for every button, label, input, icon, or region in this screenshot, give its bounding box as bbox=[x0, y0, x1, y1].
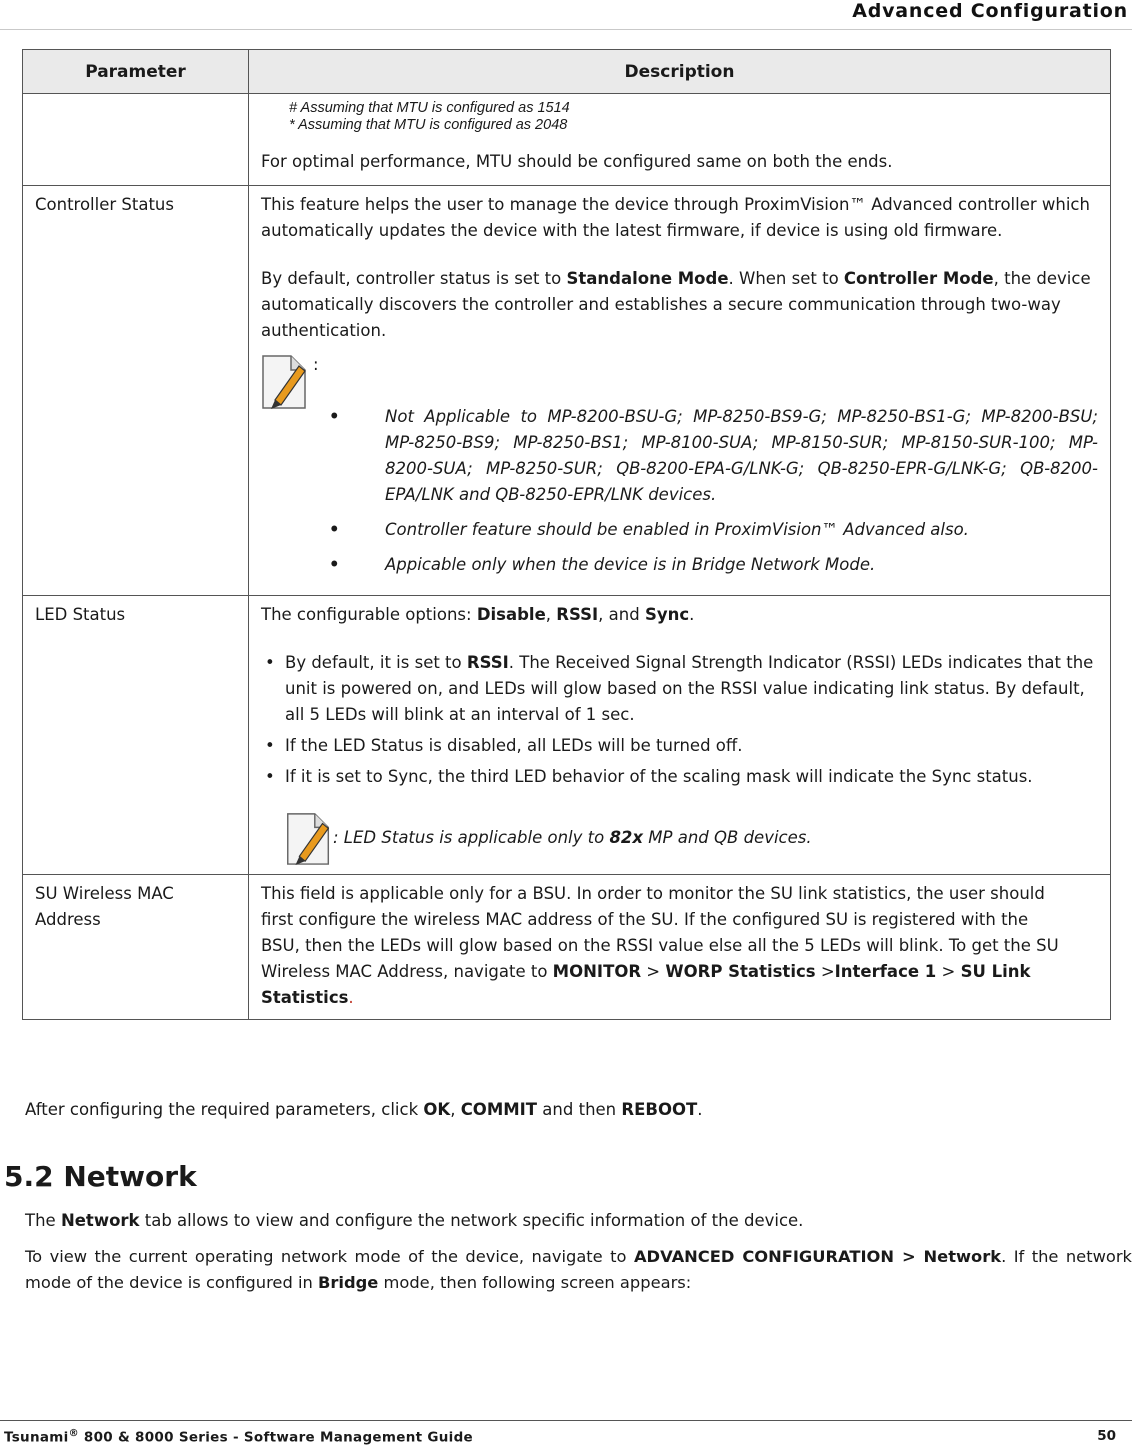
su-mac-param: SU Wireless MAC Address bbox=[23, 875, 249, 1020]
footnote-2048: * Assuming that MTU is configured as 2048 bbox=[289, 117, 568, 133]
led-note: : LED Status is applicable only to 82x MP and QB devices. bbox=[333, 828, 812, 847]
table-row bbox=[23, 875, 1111, 1020]
network-p2: To view the current operating network mode of the device, navigate to ADVANCED CONFIGURATION > Network. If the network mode of the device is configured in Bridge mode, then following screen appears: bbox=[25, 1247, 1132, 1292]
list-item: • By default, it is set to RSSI. The Received Signal Strength Indicator (RSSI) LEDs indicates that the unit is powered on, and LEDs will glow based on the RSSI value indicating link status. By default, all 5 LEDs will blink at an interval of 1 sec. bbox=[261, 650, 1098, 728]
footnote-1514: # Assuming that MTU is configured as 1514 bbox=[289, 100, 570, 116]
note-pencil-icon bbox=[285, 810, 333, 866]
list-item: • If the LED Status is disabled, all LEDs will be turned off. bbox=[261, 733, 1098, 759]
note-pencil-icon bbox=[261, 352, 309, 410]
controller-status-description bbox=[249, 186, 1111, 596]
mtu-text: For optimal performance, MTU should be configured same on both the ends. bbox=[261, 152, 893, 171]
mtu-param-cell bbox=[23, 94, 249, 186]
list-item: • Not Applicable to MP-8200-BSU-G; MP-8250-BS9-G; MP-8250-BS1-G; MP-8200-BSU; MP-8250-BS9; MP-8250-BS1; MP-8100-SUA; MP-8150-SUR; MP-8150-SUR-100; MP-8200-SUA; MP-8250-SUR; QB-8200-EPA-G/LNK-G; QB-8250-EPR-G/LNK-G; QB-8200-EPA/LNK and QB-8250-EPR/LNK devices. bbox=[261, 404, 1098, 508]
page-header-title: Advanced Configuration bbox=[852, 0, 1128, 22]
mtu-description-cell bbox=[249, 94, 1111, 186]
led-status-description bbox=[249, 596, 1111, 875]
footer-divider bbox=[0, 1420, 1132, 1421]
list-item: • Appicable only when the device is in Bridge Network Mode. bbox=[261, 552, 1098, 578]
su-mac-text: This field is applicable only for a BSU. In order to monitor the SU link statistics, the user should first configure the wireless MAC address of the SU. If the configured SU is registered with the BSU, then the LEDs will glow based on the RSSI value else all the 5 LEDs will blink. To get the SU Wireless MAC Address, navigate to MONITOR > WORP Statistics >Interface 1 > SU Link Statistics. bbox=[261, 884, 1059, 1007]
parameter-table bbox=[22, 49, 1111, 1020]
controller-notes-list bbox=[261, 404, 1098, 578]
page-number: 50 bbox=[1097, 1428, 1116, 1444]
su-mac-description bbox=[249, 875, 1111, 1020]
controller-p1: This feature helps the user to manage the device through ProximVision™ Advanced controller which automatically updates the device with the latest firmware, if device is using old firmware. bbox=[261, 195, 1090, 240]
led-bullet-list bbox=[261, 650, 1098, 790]
header-divider bbox=[0, 29, 1132, 30]
list-item: • Controller feature should be enabled in ProximVision™ Advanced also. bbox=[261, 517, 1098, 543]
controller-p2: By default, controller status is set to Standalone Mode. When set to Controller Mode, the device automatically discovers the controller and establishes a secure communication through two-way authentication. bbox=[261, 269, 1091, 340]
after-config-text: After configuring the required parameters, click OK, COMMIT and then REBOOT. bbox=[25, 1100, 703, 1119]
section-title: 5.2 Network bbox=[4, 1160, 197, 1193]
list-item: • If it is set to Sync, the third LED behavior of the scaling mask will indicate the Sync status. bbox=[261, 764, 1098, 790]
led-intro: The configurable options: Disable, RSSI, and Sync. bbox=[261, 605, 695, 624]
table-row bbox=[23, 186, 1111, 596]
table-row bbox=[23, 94, 1111, 186]
network-p1: The Network tab allows to view and configure the network specific information of the device. bbox=[25, 1211, 804, 1230]
column-header-description: Description bbox=[249, 50, 1111, 94]
column-header-parameter: Parameter bbox=[23, 50, 249, 94]
controller-status-param: Controller Status bbox=[23, 186, 249, 596]
table-row bbox=[23, 596, 1111, 875]
note-colon: : bbox=[313, 355, 319, 374]
footer-title: Tsunami® 800 & 8000 Series - Software Management Guide bbox=[4, 1428, 474, 1446]
led-status-param: LED Status bbox=[23, 596, 249, 875]
